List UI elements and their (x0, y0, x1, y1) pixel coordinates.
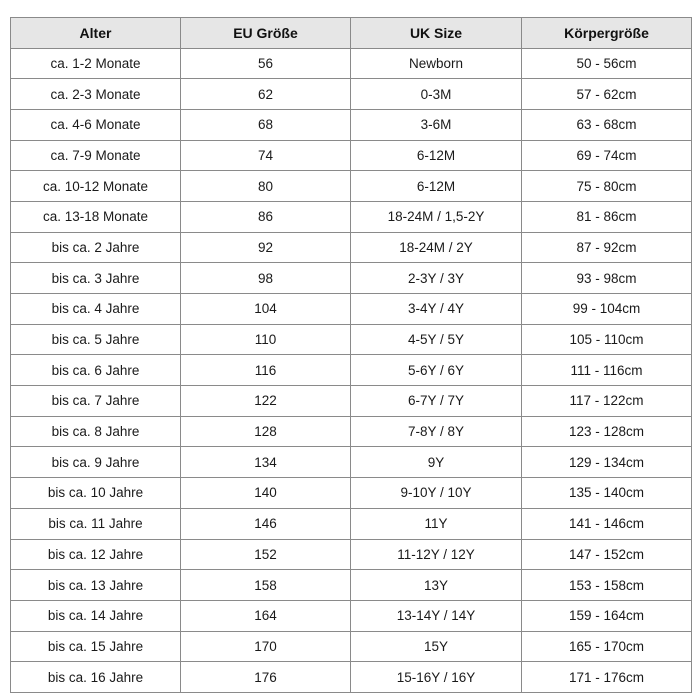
cell-body-height: 123 - 128cm (522, 416, 692, 447)
table-row (11, 232, 692, 263)
header-body-height: Körpergröße (522, 18, 692, 49)
cell-eu-size: 158 (181, 570, 351, 601)
cell-uk-size: 6-12M (351, 140, 522, 171)
cell-eu-size: 92 (181, 232, 351, 263)
cell-body-height: 129 - 134cm (522, 447, 692, 478)
cell-eu-size: 164 (181, 600, 351, 631)
cell-alter: bis ca. 16 Jahre (11, 662, 181, 693)
cell-eu-size: 134 (181, 447, 351, 478)
cell-uk-size: 3-6M (351, 109, 522, 140)
table-row (11, 600, 692, 631)
table-row (11, 140, 692, 171)
cell-uk-size: 3-4Y / 4Y (351, 294, 522, 325)
cell-alter: ca. 1-2 Monate (11, 48, 181, 79)
header-eu-size: EU Größe (181, 18, 351, 49)
cell-uk-size: 15-16Y / 16Y (351, 662, 522, 693)
cell-eu-size: 80 (181, 171, 351, 202)
cell-uk-size: 6-7Y / 7Y (351, 386, 522, 417)
cell-body-height: 50 - 56cm (522, 48, 692, 79)
cell-eu-size: 152 (181, 539, 351, 570)
cell-alter: bis ca. 13 Jahre (11, 570, 181, 601)
table-row (11, 386, 692, 417)
table-row (11, 416, 692, 447)
header-alter: Alter (11, 18, 181, 49)
cell-body-height: 63 - 68cm (522, 109, 692, 140)
cell-uk-size: 18-24M / 2Y (351, 232, 522, 263)
table-row (11, 570, 692, 601)
table-row (11, 355, 692, 386)
cell-alter: bis ca. 4 Jahre (11, 294, 181, 325)
cell-eu-size: 86 (181, 201, 351, 232)
cell-eu-size: 68 (181, 109, 351, 140)
cell-eu-size: 146 (181, 508, 351, 539)
cell-eu-size: 62 (181, 79, 351, 110)
cell-uk-size: 13Y (351, 570, 522, 601)
table-row (11, 48, 692, 79)
cell-body-height: 75 - 80cm (522, 171, 692, 202)
cell-alter: ca. 13-18 Monate (11, 201, 181, 232)
cell-uk-size: 9Y (351, 447, 522, 478)
cell-alter: bis ca. 15 Jahre (11, 631, 181, 662)
size-chart (10, 17, 691, 693)
cell-eu-size: 170 (181, 631, 351, 662)
cell-body-height: 165 - 170cm (522, 631, 692, 662)
cell-eu-size: 56 (181, 48, 351, 79)
header-uk-size: UK Size (351, 18, 522, 49)
cell-body-height: 111 - 116cm (522, 355, 692, 386)
cell-alter: bis ca. 12 Jahre (11, 539, 181, 570)
cell-body-height: 93 - 98cm (522, 263, 692, 294)
cell-eu-size: 176 (181, 662, 351, 693)
table-row (11, 109, 692, 140)
table-body (11, 48, 692, 693)
cell-body-height: 57 - 62cm (522, 79, 692, 110)
cell-body-height: 141 - 146cm (522, 508, 692, 539)
cell-alter: bis ca. 11 Jahre (11, 508, 181, 539)
table-row (11, 539, 692, 570)
cell-body-height: 147 - 152cm (522, 539, 692, 570)
cell-alter: bis ca. 14 Jahre (11, 600, 181, 631)
table-row (11, 508, 692, 539)
cell-eu-size: 104 (181, 294, 351, 325)
table-row (11, 324, 692, 355)
table-row (11, 662, 692, 693)
cell-alter: bis ca. 8 Jahre (11, 416, 181, 447)
cell-body-height: 99 - 104cm (522, 294, 692, 325)
cell-alter: ca. 10-12 Monate (11, 171, 181, 202)
cell-alter: bis ca. 9 Jahre (11, 447, 181, 478)
cell-alter: ca. 2-3 Monate (11, 79, 181, 110)
cell-body-height: 153 - 158cm (522, 570, 692, 601)
table-row (11, 447, 692, 478)
cell-alter: bis ca. 5 Jahre (11, 324, 181, 355)
cell-body-height: 159 - 164cm (522, 600, 692, 631)
cell-uk-size: 9-10Y / 10Y (351, 478, 522, 509)
header-row (11, 18, 692, 49)
cell-eu-size: 98 (181, 263, 351, 294)
cell-alter: ca. 4-6 Monate (11, 109, 181, 140)
cell-uk-size: 15Y (351, 631, 522, 662)
table-header (11, 18, 692, 49)
cell-body-height: 135 - 140cm (522, 478, 692, 509)
cell-body-height: 105 - 110cm (522, 324, 692, 355)
cell-body-height: 81 - 86cm (522, 201, 692, 232)
cell-alter: bis ca. 3 Jahre (11, 263, 181, 294)
cell-alter: bis ca. 10 Jahre (11, 478, 181, 509)
cell-alter: ca. 7-9 Monate (11, 140, 181, 171)
cell-uk-size: 18-24M / 1,5-2Y (351, 201, 522, 232)
cell-uk-size: 4-5Y / 5Y (351, 324, 522, 355)
cell-body-height: 87 - 92cm (522, 232, 692, 263)
cell-uk-size: 13-14Y / 14Y (351, 600, 522, 631)
cell-uk-size: 7-8Y / 8Y (351, 416, 522, 447)
table-row (11, 263, 692, 294)
cell-eu-size: 140 (181, 478, 351, 509)
cell-uk-size: 0-3M (351, 79, 522, 110)
table-row (11, 294, 692, 325)
cell-uk-size: 11-12Y / 12Y (351, 539, 522, 570)
cell-body-height: 69 - 74cm (522, 140, 692, 171)
table-row (11, 171, 692, 202)
cell-uk-size: 11Y (351, 508, 522, 539)
cell-uk-size: Newborn (351, 48, 522, 79)
cell-eu-size: 122 (181, 386, 351, 417)
cell-uk-size: 6-12M (351, 171, 522, 202)
table-row (11, 478, 692, 509)
table-row (11, 79, 692, 110)
cell-alter: bis ca. 6 Jahre (11, 355, 181, 386)
cell-body-height: 171 - 176cm (522, 662, 692, 693)
cell-eu-size: 74 (181, 140, 351, 171)
table-row (11, 631, 692, 662)
cell-uk-size: 2-3Y / 3Y (351, 263, 522, 294)
cell-body-height: 117 - 122cm (522, 386, 692, 417)
cell-alter: bis ca. 7 Jahre (11, 386, 181, 417)
cell-eu-size: 110 (181, 324, 351, 355)
table-row (11, 201, 692, 232)
cell-uk-size: 5-6Y / 6Y (351, 355, 522, 386)
size-table (10, 17, 692, 693)
cell-alter: bis ca. 2 Jahre (11, 232, 181, 263)
cell-eu-size: 116 (181, 355, 351, 386)
cell-eu-size: 128 (181, 416, 351, 447)
